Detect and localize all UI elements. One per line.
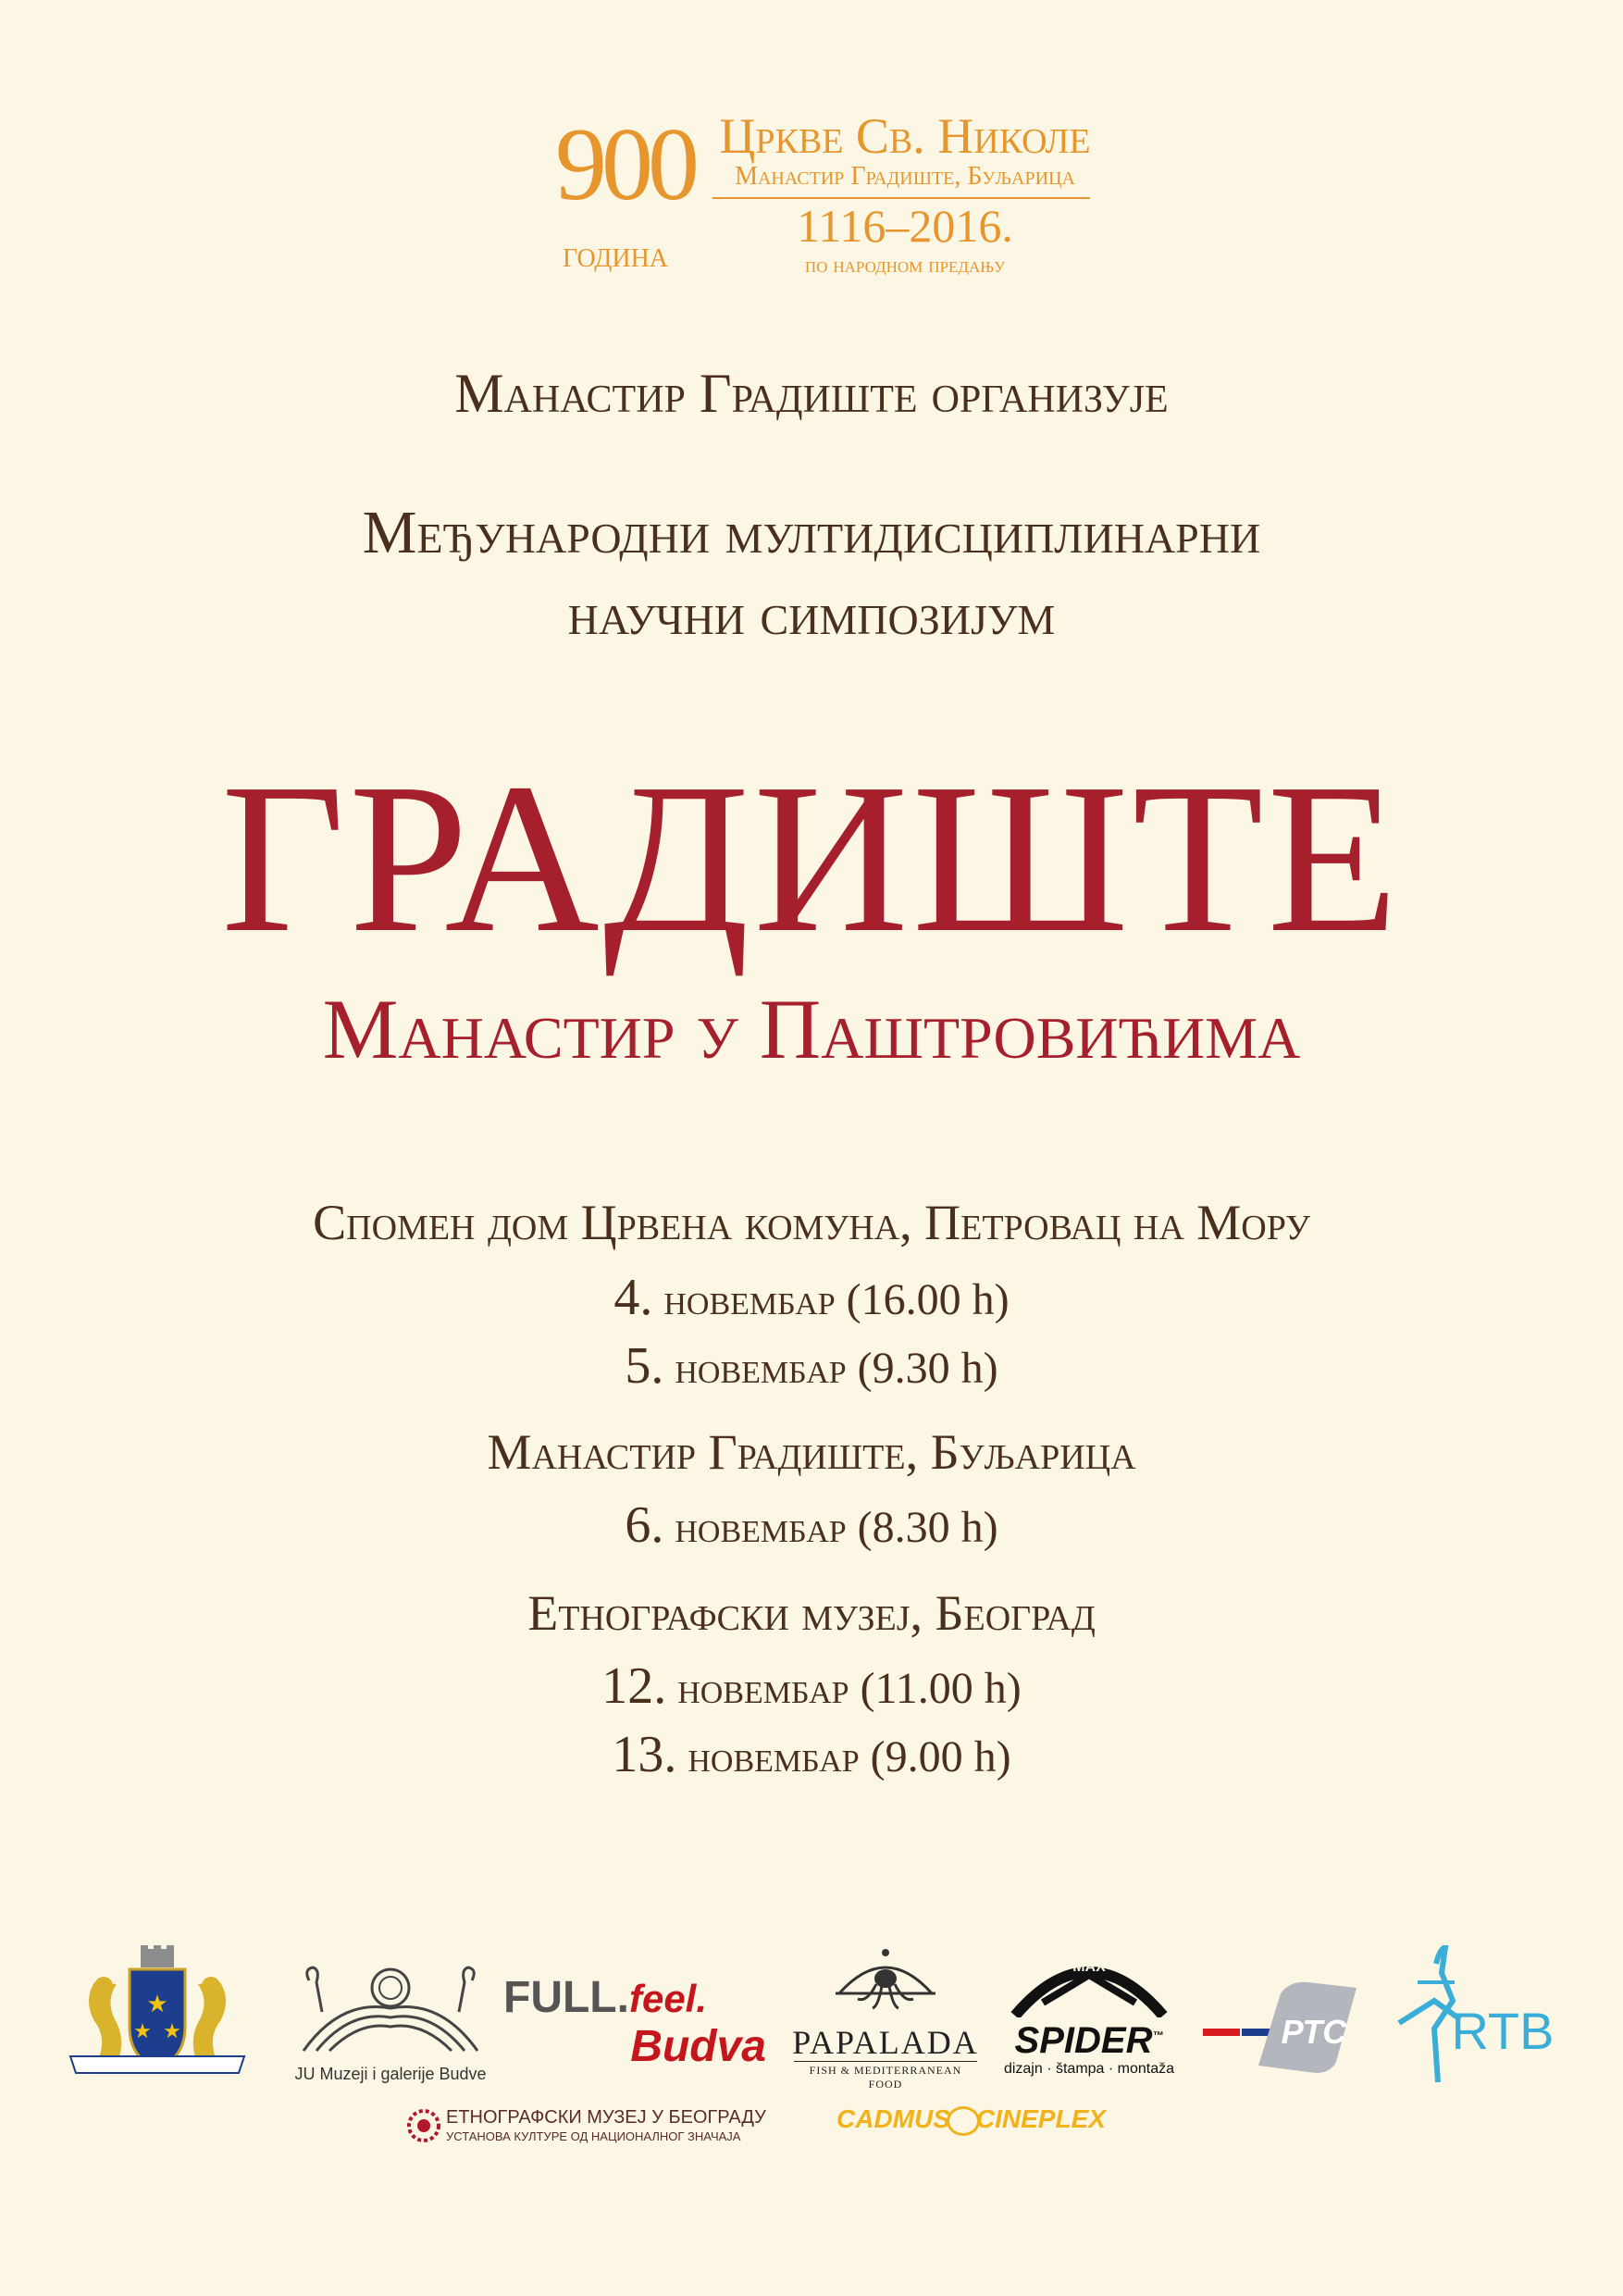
main-subtitle: Манастир у Паштровићима [322, 982, 1301, 1076]
date-day: 5. [625, 1337, 664, 1395]
venue-belgrade: Етнографски музеј, Београд [527, 1585, 1096, 1641]
octopus-icon [830, 1947, 941, 2021]
fullfeel-budva: Budva [630, 2022, 766, 2071]
cadmus-cineplex-logo [836, 2104, 1151, 2145]
date-time: (11.00 h) [860, 1664, 1022, 1713]
rtb-logo [1381, 1945, 1556, 2084]
date-day: 12. [601, 1657, 667, 1715]
spider-name: SPIDER [1014, 2020, 1153, 2061]
venue-petrovac: Спомен дом Црвена комуна, Петровац на Мору [313, 1195, 1310, 1250]
cineplex-text: CINEPLEX [975, 2104, 1106, 2133]
date-row [0, 1270, 1623, 1327]
date-month: новембар [663, 1275, 836, 1324]
spider-logo [999, 1947, 1179, 2086]
spider-icon [1006, 1947, 1172, 2017]
papalada-name: PAPALADA [792, 2024, 979, 2061]
svg-text:★: ★ [133, 2020, 152, 2043]
budva-coat-of-arms-logo [67, 1945, 248, 2079]
symposium-line-2: научни симпозијум [567, 580, 1056, 648]
svg-text:★: ★ [146, 1991, 168, 2018]
venue-gradiste: Манастир Градиште, Буљарица [487, 1424, 1136, 1480]
date-day: 6. [625, 1496, 664, 1554]
svg-text:MAX: MAX [1072, 1959, 1106, 1975]
papalada-logo [787, 1947, 985, 2091]
date-row [0, 1497, 1623, 1555]
rts-label: РТС [1281, 2013, 1347, 2051]
date-month: новембар [675, 1503, 847, 1552]
date-row [0, 1338, 1623, 1396]
anniversary-tradition: по народном предању [804, 254, 1006, 278]
date-time: (16.00 h) [846, 1275, 1010, 1324]
ethnographic-museum-emblem-icon [407, 2109, 440, 2142]
anniversary-dates: 1116–2016. [797, 200, 1013, 252]
budva-museums-label: JU Muzeji i galerije Budve [294, 2065, 487, 2083]
date-month: новембар [675, 1344, 847, 1393]
date-day: 4. [613, 1269, 653, 1326]
anniversary-years-label: година [562, 233, 669, 275]
date-time: (9.30 h) [857, 1344, 998, 1393]
anniversary-number: 900 [555, 107, 694, 222]
ethnographic-museum-tagline: УСТАНОВА КУЛТУРЕ ОД НАЦИОНАЛНОГ ЗНАЧАЈА [446, 2129, 741, 2143]
anniversary-monastery: Манастир Градиште, Буљарица [735, 162, 1075, 191]
fullfeel-full: FULL. [503, 1973, 629, 2022]
date-day: 13. [612, 1726, 677, 1783]
spider-tm: ™ [1152, 2029, 1164, 2042]
date-month: новембар [688, 1732, 860, 1781]
svg-text:★: ★ [163, 2020, 181, 2043]
budva-museums-logo [285, 1962, 496, 2082]
anniversary-divider [712, 197, 1090, 199]
date-time: (8.30 h) [857, 1503, 998, 1552]
date-time: (9.00 h) [870, 1732, 1011, 1781]
rts-logo [1201, 1977, 1368, 2079]
cadmus-ring-icon [947, 2106, 980, 2136]
ethnographic-museum-name: ЕТНОГРАФСКИ МУЗЕЈ У БЕОГРАДУ [446, 2107, 766, 2128]
spider-tagline: dizajn · štampa · montaža [1003, 2061, 1175, 2077]
symposium-line-1: Међународни мултидисциплинарни [362, 499, 1261, 566]
anniversary-church: Цркве Св. Николе [719, 108, 1091, 164]
date-month: новембар [677, 1664, 849, 1713]
cadmus-text: CADMUS [836, 2104, 950, 2133]
rtb-label: RTB [1451, 2002, 1555, 2060]
fullfeel-budva-logo [503, 1973, 772, 2078]
date-row [0, 1658, 1623, 1716]
ethnographic-museum-logo [407, 2105, 777, 2152]
organizer-heading: Манастир Градиште организује [454, 363, 1169, 424]
fullfeel-feel: feel. [628, 1977, 708, 2020]
papalada-tagline: FISH & MEDITERRANEAN FOOD [794, 2061, 977, 2091]
main-title: ГРАДИШТЕ [220, 739, 1403, 977]
date-row [0, 1727, 1623, 1784]
